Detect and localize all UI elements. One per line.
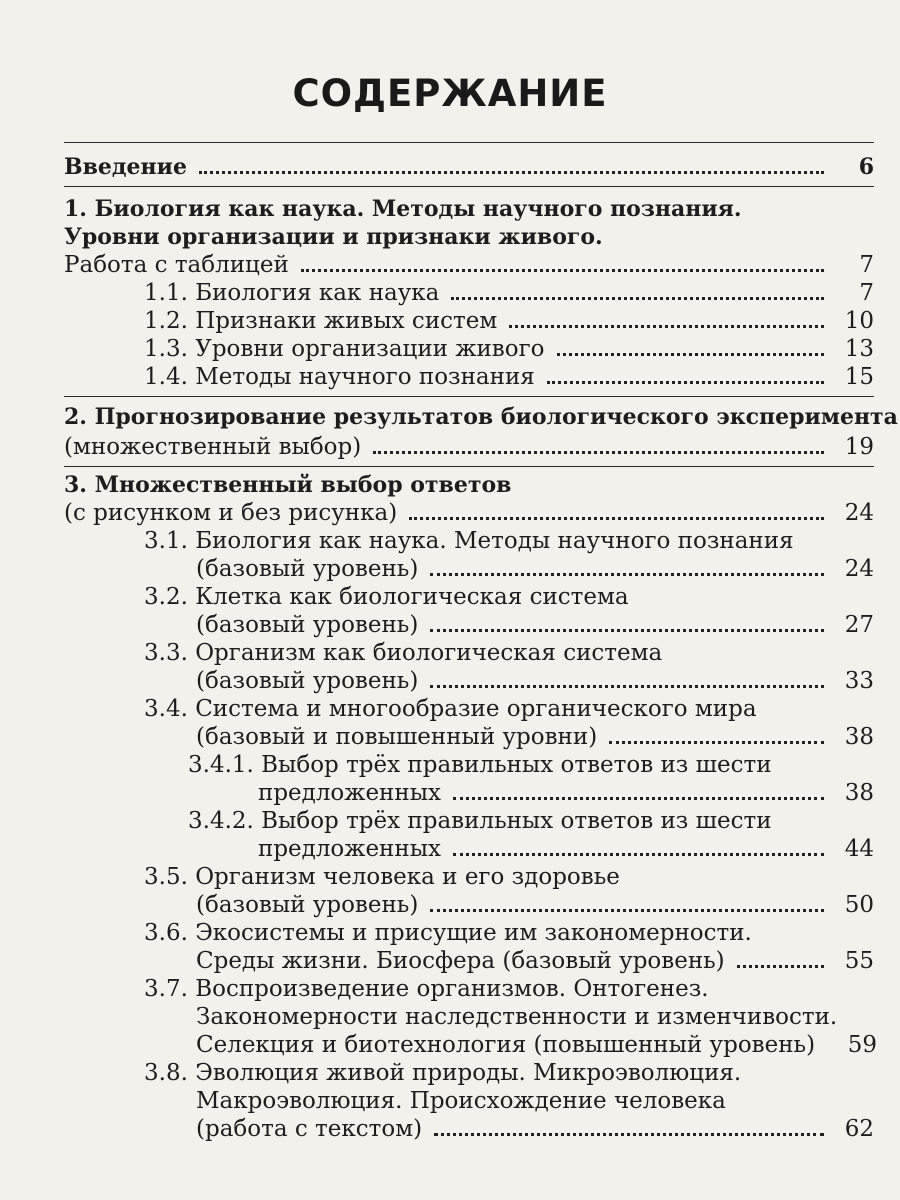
toc-entry-line[interactable]: 3.4.1. Выбор трёх правильных ответов из шести	[188, 752, 772, 778]
toc-entry-text: 1.1. Биология как наука	[144, 280, 440, 306]
dot-leader	[609, 741, 824, 744]
toc-entry-text: 1.2. Признаки живых систем	[144, 308, 498, 334]
toc-entry-line[interactable]: 3.2. Клетка как биологическая система	[144, 584, 629, 610]
toc-entry-line[interactable]: 3.1. Биология как наука. Методы научного познания	[144, 528, 794, 554]
toc-page-number: 24	[844, 556, 874, 582]
toc-page-number: 44	[844, 836, 874, 862]
toc-row[interactable]	[144, 358, 874, 392]
separator-line	[64, 142, 874, 143]
toc-entry-text: (базовый уровень)	[196, 612, 419, 638]
toc-entry-text: (базовый уровень)	[196, 556, 419, 582]
dot-leader	[373, 451, 824, 454]
toc-entry-text: (с рисунком и без рисунка)	[64, 500, 398, 526]
toc-entry-text: Введение	[64, 154, 187, 180]
dot-leader	[453, 853, 824, 856]
toc-entry-line[interactable]: 3.6. Экосистемы и присущие им закономерности.	[144, 920, 752, 946]
toc-row[interactable]	[196, 1110, 874, 1144]
toc-page-number: 7	[859, 280, 874, 306]
separator-line	[64, 396, 874, 397]
toc-entry-text: Работа с таблицей	[64, 252, 289, 278]
toc-entry-text: (работа с текстом)	[196, 1116, 423, 1142]
toc-page-number: 7	[859, 252, 874, 278]
toc-page-number: 38	[844, 780, 874, 806]
toc-entry-line[interactable]: 3.4. Система и многообразие органического мира	[144, 696, 757, 722]
toc-entry-line[interactable]: 3.3. Организм как биологическая система	[144, 640, 663, 666]
toc-entry-text: (базовый и повышенный уровни)	[196, 724, 598, 750]
toc-heading-line[interactable]: Уровни организации и признаки живого.	[64, 224, 603, 250]
toc-page-number: 10	[844, 308, 874, 334]
dot-leader	[430, 909, 824, 912]
toc-page-number: 15	[844, 364, 874, 390]
toc-page-number: 33	[844, 668, 874, 694]
toc-page-number: 13	[844, 336, 874, 362]
toc-entry-line[interactable]: Закономерности наследственности и изменчивости.	[196, 1004, 838, 1030]
dot-leader	[547, 381, 824, 384]
dot-leader	[430, 629, 824, 632]
toc-page-number: 27	[844, 612, 874, 638]
dot-leader	[557, 353, 824, 356]
toc-heading-line[interactable]: 3. Множественный выбор ответов	[64, 472, 512, 498]
page-title: СОДЕРЖАНИЕ	[292, 72, 608, 115]
dot-leader	[509, 325, 824, 328]
dot-leader	[199, 171, 824, 174]
dot-leader	[737, 965, 824, 968]
toc-entry-text: (базовый уровень)	[196, 668, 419, 694]
toc-entry-line[interactable]: 3.7. Воспроизведение организмов. Онтогенез.	[144, 976, 709, 1002]
toc-page-number: 62	[844, 1116, 874, 1142]
toc-entry-text: Селекция и биотехнология (повышенный уровень)	[196, 1032, 816, 1058]
dot-leader	[434, 1133, 824, 1136]
dot-leader	[451, 297, 824, 300]
toc-entry-line[interactable]: Макроэволюция. Происхождение человека	[196, 1088, 726, 1114]
toc-heading-line[interactable]: 1. Биология как наука. Методы научного познания.	[64, 196, 742, 222]
dot-leader	[409, 517, 824, 520]
toc-entry-text: (множественный выбор)	[64, 434, 362, 460]
toc-entry-text: предложенных	[258, 836, 441, 862]
dot-leader	[430, 685, 824, 688]
toc-page-number: 24	[844, 500, 874, 526]
toc-entry-text: предложенных	[258, 780, 441, 806]
dot-leader	[453, 797, 824, 800]
toc-entry-line[interactable]: 3.5. Организм человека и его здоровье	[144, 864, 620, 890]
toc-heading-line[interactable]: 2. Прогнозирование результатов биологического эксперимента	[64, 404, 898, 430]
toc-page-number: 59	[847, 1032, 878, 1058]
toc-entry-text: 1.3. Уровни организации живого	[144, 336, 545, 362]
toc-row[interactable]	[64, 428, 874, 462]
toc-page-number: 19	[844, 434, 874, 460]
toc-entry-line[interactable]: 3.4.2. Выбор трёх правильных ответов из шести	[188, 808, 772, 834]
dot-leader	[430, 573, 824, 576]
toc-entry-text: (базовый уровень)	[196, 892, 419, 918]
toc-entry-text: Среды жизни. Биосфера (базовый уровень)	[196, 948, 725, 974]
dot-leader	[301, 269, 824, 272]
separator-line	[64, 186, 874, 187]
toc-page-number: 38	[844, 724, 874, 750]
toc-entry-line[interactable]: 3.8. Эволюция живой природы. Микроэволюция.	[144, 1060, 742, 1086]
toc-entry-text: 1.4. Методы научного познания	[144, 364, 535, 390]
toc-row-intro[interactable]	[64, 148, 874, 182]
toc-page-number: 6	[858, 154, 874, 180]
toc-page-number: 55	[844, 948, 874, 974]
toc-page-number: 50	[844, 892, 874, 918]
